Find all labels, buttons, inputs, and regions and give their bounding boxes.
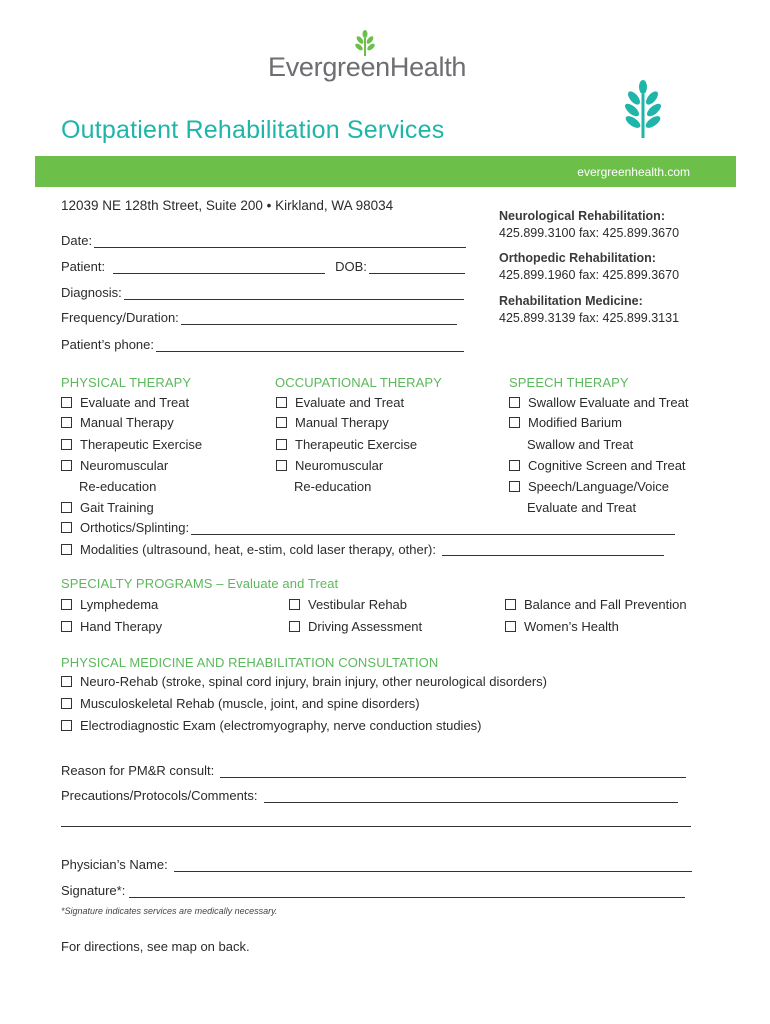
checkbox-icon[interactable] [61, 397, 72, 408]
item-label: Manual Therapy [295, 415, 389, 430]
reason-field[interactable] [61, 763, 686, 778]
checkbox-icon[interactable] [505, 599, 516, 610]
checkbox-icon[interactable] [61, 522, 72, 533]
checkbox-balance[interactable] [505, 597, 687, 612]
frequency-field[interactable] [61, 310, 457, 325]
item-label: Balance and Fall Prevention [524, 597, 687, 612]
date-field[interactable] [61, 233, 466, 248]
precautions-field[interactable] [61, 788, 678, 803]
checkbox-icon[interactable] [61, 502, 72, 513]
item-continuation: Re-education [79, 479, 157, 494]
item-label: Swallow Evaluate and Treat [528, 395, 689, 410]
checkbox-icon[interactable] [509, 397, 520, 408]
dob-label: DOB: [335, 259, 367, 274]
contact-heading: Rehabilitation Medicine: [499, 294, 643, 308]
logo-text: EvergreenHealth [268, 52, 467, 82]
checkbox-ot-manual[interactable] [276, 415, 389, 430]
contact-heading: Orthopedic Rehabilitation: [499, 251, 656, 265]
physician-line[interactable] [174, 859, 692, 872]
address: 12039 NE 128th Street, Suite 200 • Kirkland, WA 98034 [61, 198, 394, 213]
frequency-label: Frequency/Duration: [61, 310, 179, 325]
item-label: Speech/Language/Voice [528, 479, 669, 494]
checkbox-ot-neuromuscular[interactable] [276, 458, 383, 473]
signature-field[interactable] [61, 883, 685, 898]
item-label: Electrodiagnostic Exam (electromyography, nerve conduction studies) [80, 718, 482, 733]
checkbox-ot-evaluate[interactable] [276, 395, 404, 410]
contact-numbers: 425.899.3139 fax: 425.899.3131 [499, 311, 680, 325]
checkbox-st-barium[interactable] [509, 415, 622, 430]
checkbox-icon[interactable] [276, 417, 287, 428]
patient-line[interactable] [113, 261, 325, 274]
checkbox-icon[interactable] [505, 621, 516, 632]
item-label: Orthotics/Splinting: [80, 520, 190, 535]
patient-field[interactable] [61, 259, 465, 274]
occupational-therapy-heading: OCCUPATIONAL THERAPY [275, 375, 442, 390]
checkbox-womens-health[interactable] [505, 619, 619, 634]
item-label: Neuro-Rehab (stroke, spinal cord injury, brain injury, other neurological disorders) [80, 674, 548, 689]
specialty-heading: SPECIALTY PROGRAMS – Evaluate and Treat [61, 576, 339, 591]
item-label: Therapeutic Exercise [80, 437, 203, 452]
precautions-label: Precautions/Protocols/Comments: [61, 788, 258, 803]
item-label: Modified Barium [528, 415, 622, 430]
pmr-heading: PHYSICAL MEDICINE AND REHABILITATION CONSULTATION [61, 655, 439, 670]
item-label: Women’s Health [524, 619, 619, 634]
speech-therapy-heading: SPEECH THERAPY [509, 375, 629, 390]
checkbox-icon[interactable] [61, 720, 72, 731]
contact-numbers: 425.899.1960 fax: 425.899.3670 [499, 268, 680, 282]
frequency-line[interactable] [181, 312, 457, 325]
reason-line[interactable] [220, 765, 686, 778]
patient-label: Patient: [61, 259, 106, 274]
page-title: Outpatient Rehabilitation Services [61, 116, 445, 144]
item-label: Modalities (ultrasound, heat, e-stim, cold laser therapy, other): [80, 542, 436, 557]
precautions-line[interactable] [264, 790, 678, 803]
logo [268, 30, 468, 86]
checkbox-icon[interactable] [276, 397, 287, 408]
item-continuation: Re-education [294, 479, 372, 494]
checkbox-icon[interactable] [61, 439, 72, 450]
checkbox-icon[interactable] [61, 599, 72, 610]
item-label: Vestibular Rehab [308, 597, 408, 612]
item-label: Gait Training [80, 500, 154, 515]
checkbox-icon[interactable] [276, 460, 287, 471]
signature-note: *Signature indicates services are medically necessary. [61, 906, 278, 916]
item-label: Therapeutic Exercise [295, 437, 418, 452]
item-label: Evaluate and Treat [80, 395, 190, 410]
orthotics-line[interactable] [191, 522, 675, 535]
checkbox-st-swallow[interactable] [509, 395, 688, 410]
contact-rehab-medicine [499, 293, 679, 327]
item-continuation: Swallow and Treat [527, 437, 634, 452]
checkbox-orthotics[interactable] [61, 520, 675, 535]
checkbox-icon[interactable] [61, 544, 72, 555]
physician-label: Physician’s Name: [61, 857, 168, 872]
checkbox-icon[interactable] [276, 439, 287, 450]
checkbox-pt-gait[interactable] [61, 500, 154, 515]
diagnosis-line[interactable] [124, 287, 464, 300]
contact-heading: Neurological Rehabilitation: [499, 209, 665, 223]
website-link[interactable]: evergreenhealth.com [577, 165, 690, 179]
checkbox-driving[interactable] [289, 619, 422, 634]
modalities-line[interactable] [442, 543, 664, 556]
checkbox-msk-rehab[interactable] [61, 696, 420, 711]
checkbox-hand-therapy[interactable] [61, 619, 162, 634]
date-line[interactable] [94, 235, 466, 248]
checkbox-icon[interactable] [61, 676, 72, 687]
checkbox-pt-manual[interactable] [61, 415, 174, 430]
dob-line[interactable] [369, 261, 465, 274]
checkbox-icon[interactable] [509, 417, 520, 428]
contact-numbers: 425.899.3100 fax: 425.899.3670 [499, 226, 680, 240]
phone-line[interactable] [156, 339, 464, 352]
comments-line[interactable] [61, 826, 691, 827]
phone-field[interactable] [61, 337, 464, 352]
checkbox-vestibular[interactable] [289, 597, 407, 612]
item-label: Manual Therapy [80, 415, 174, 430]
checkbox-st-cognitive[interactable] [509, 458, 686, 473]
checkbox-st-speech[interactable] [509, 479, 669, 494]
checkbox-electrodiagnostic[interactable] [61, 718, 482, 733]
physician-field[interactable] [61, 857, 692, 872]
checkbox-icon[interactable] [61, 460, 72, 471]
diagnosis-field[interactable] [61, 285, 464, 300]
checkbox-icon[interactable] [509, 481, 520, 492]
checkbox-icon[interactable] [289, 621, 300, 632]
checkbox-lymphedema[interactable] [61, 597, 158, 612]
phone-label: Patient’s phone: [61, 337, 154, 352]
header-band [35, 156, 736, 187]
item-label: Hand Therapy [80, 619, 163, 634]
item-continuation: Evaluate and Treat [527, 500, 637, 515]
contact-neuro [499, 208, 679, 242]
item-label: Cognitive Screen and Treat [528, 458, 686, 473]
checkbox-icon[interactable] [509, 460, 520, 471]
item-label: Lymphedema [80, 597, 159, 612]
date-label: Date: [61, 233, 93, 248]
checkbox-modalities[interactable] [61, 542, 664, 557]
signature-line[interactable] [129, 885, 685, 898]
signature-label: Signature*: [61, 883, 126, 898]
leaf-icon [620, 80, 666, 138]
checkbox-neuro-rehab[interactable] [61, 674, 547, 689]
item-label: Neuromuscular [295, 458, 384, 473]
checkbox-ot-exercise[interactable] [276, 437, 417, 452]
checkbox-icon[interactable] [61, 417, 72, 428]
item-label: Neuromuscular [80, 458, 169, 473]
checkbox-pt-neuromuscular[interactable] [61, 458, 168, 473]
checkbox-pt-exercise[interactable] [61, 437, 202, 452]
contact-ortho [499, 250, 679, 284]
directions-text: For directions, see map on back. [61, 939, 250, 954]
physical-therapy-heading: PHYSICAL THERAPY [61, 375, 192, 390]
item-label: Musculoskeletal Rehab (muscle, joint, and spine disorders) [80, 696, 420, 711]
diagnosis-label: Diagnosis: [61, 285, 122, 300]
reason-label: Reason for PM&R consult: [61, 763, 215, 778]
checkbox-icon[interactable] [61, 621, 72, 632]
item-label: Evaluate and Treat [295, 395, 405, 410]
checkbox-pt-evaluate[interactable] [61, 395, 189, 410]
checkbox-icon[interactable] [61, 698, 72, 709]
checkbox-icon[interactable] [289, 599, 300, 610]
item-label: Driving Assessment [308, 619, 423, 634]
